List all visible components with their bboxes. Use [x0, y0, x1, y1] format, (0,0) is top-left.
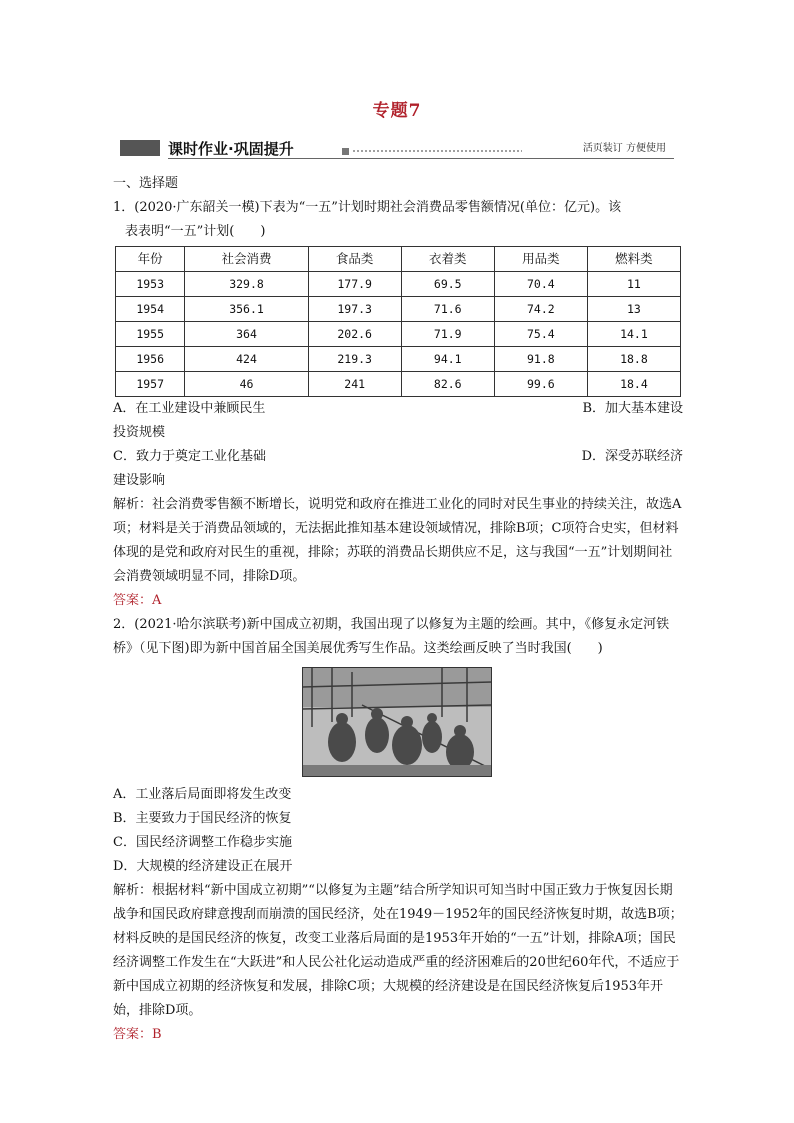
consumption-table [115, 246, 681, 397]
table-cell: 1953 [116, 272, 185, 297]
section-banner [120, 137, 674, 159]
bridge-repair-painting [302, 667, 492, 777]
banner-dots [352, 149, 522, 154]
q1-option-c: C．致力于奠定工业化基础 [113, 449, 266, 464]
table-cell: 71.9 [401, 322, 494, 347]
table-row [116, 297, 681, 322]
q1-analysis: 解析：社会消费零售额不断增长，说明党和政府在推进工业化的同时对民生事业的持续关注，故选A项；材料是关于消费品领域的，无法据此推知基本建设领域情况，排除B项；C项符合史实，但材料体现的是党和政府对民生的重视，排除；苏联的消费品长期供应不足，这与我国“一五”计划期间社会消费领域明显不同，排除D项。 [113, 497, 682, 584]
table-header: 燃料类 [587, 247, 680, 272]
banner-right-text: 活页装订 方便使用 [582, 143, 666, 154]
table-cell: 46 [185, 372, 308, 397]
table-cell: 1956 [116, 347, 185, 372]
table-row [116, 347, 681, 372]
table-cell: 71.6 [401, 297, 494, 322]
q2-answer: 答案：B [113, 1027, 162, 1042]
table-cell: 82.6 [401, 372, 494, 397]
banner-title: 课时作业·巩固提升 [168, 140, 294, 158]
table-cell: 99.6 [494, 372, 587, 397]
table-cell: 1954 [116, 297, 185, 322]
table-header: 衣着类 [401, 247, 494, 272]
q1-stem-line1: 1．(2020·广东韶关一模)下表为“一五”计划时期社会消费品零售额情况(单位：亿元)。该 [113, 200, 622, 215]
q2-stem: 2．(2021·哈尔滨联考)新中国成立初期，我国出现了以修复为主题的绘画。其中，《修复永定河铁桥》（见下图)即为新中国首届全国美展优秀写生作品。这类绘画反映了当时我国( ) [113, 617, 670, 656]
table-cell: 329.8 [185, 272, 308, 297]
table-header: 用品类 [494, 247, 587, 272]
table-cell: 13 [587, 297, 680, 322]
q1-options-row2 [113, 445, 683, 469]
table-cell: 70.4 [494, 272, 587, 297]
table-cell: 75.4 [494, 322, 587, 347]
q1-answer: 答案：A [113, 593, 162, 608]
banner-square-icon [342, 148, 349, 155]
q1-option-b-cont: 投资规模 [113, 425, 166, 440]
table-header: 食品类 [308, 247, 401, 272]
q2-option-b: B．主要致力于国民经济的恢复 [113, 811, 292, 826]
table-cell: 241 [308, 372, 401, 397]
table-cell: 356.1 [185, 297, 308, 322]
q2-analysis: 解析：根据材料“新中国成立初期”“以修复为主题”结合所学知识可知当时中国正致力于恢复因长期战争和国民政府肆意搜刮而崩溃的国民经济，处在1949－1952年的国民经济恢复时期，故选B项；材料反映的是国民经济的恢复，改变工业落后局面的是1953年开始的“一五”计划，排除A项；国民经济调整工作发生在“大跃进”和人民公社化运动造成严重的经济困难后的20世纪60年代，不适应于新中国成立初期的经济恢复和发展，排除C项；大规模的经济建设是在国民经济恢复后1953年开始，排除D项。 [113, 883, 683, 1018]
table-cell: 219.3 [308, 347, 401, 372]
table-cell: 94.1 [401, 347, 494, 372]
document-body [113, 172, 683, 1047]
q2-option-a: A．工业落后局面即将发生改变 [113, 787, 292, 802]
q1-option-d: D．深受苏联经济 [581, 449, 683, 464]
table-header-row [116, 247, 681, 272]
banner-underline [168, 158, 674, 159]
table-header: 社会消费 [185, 247, 308, 272]
table-cell: 1955 [116, 322, 185, 347]
q1-option-b: B．加大基本建设 [582, 401, 683, 416]
table-cell: 69.5 [401, 272, 494, 297]
q1-option-a: A．在工业建设中兼顾民生 [113, 401, 266, 416]
q2-option-d: D．大规模的经济建设正在展开 [113, 859, 293, 874]
table-cell: 18.4 [587, 372, 680, 397]
table-cell: 202.6 [308, 322, 401, 347]
table-cell: 364 [185, 322, 308, 347]
table-row [116, 272, 681, 297]
table-cell: 18.8 [587, 347, 680, 372]
page-title: 专题7 [372, 101, 422, 121]
table-cell: 1957 [116, 372, 185, 397]
table-row [116, 322, 681, 347]
table-cell: 91.8 [494, 347, 587, 372]
table-cell: 177.9 [308, 272, 401, 297]
table-header: 年份 [116, 247, 185, 272]
q1-options-row1 [113, 397, 683, 421]
q1-stem-line2: 表表明“一五”计划( ) [125, 224, 266, 239]
table-cell: 424 [185, 347, 308, 372]
section-heading: 一、选择题 [113, 176, 179, 191]
table-cell: 14.1 [587, 322, 680, 347]
table-cell: 74.2 [494, 297, 587, 322]
q1-option-d-cont: 建设影响 [113, 473, 166, 488]
q2-option-c: C．国民经济调整工作稳步实施 [113, 835, 292, 850]
table-cell: 197.3 [308, 297, 401, 322]
banner-bar [120, 140, 160, 156]
table-cell: 11 [587, 272, 680, 297]
table-row [116, 372, 681, 397]
